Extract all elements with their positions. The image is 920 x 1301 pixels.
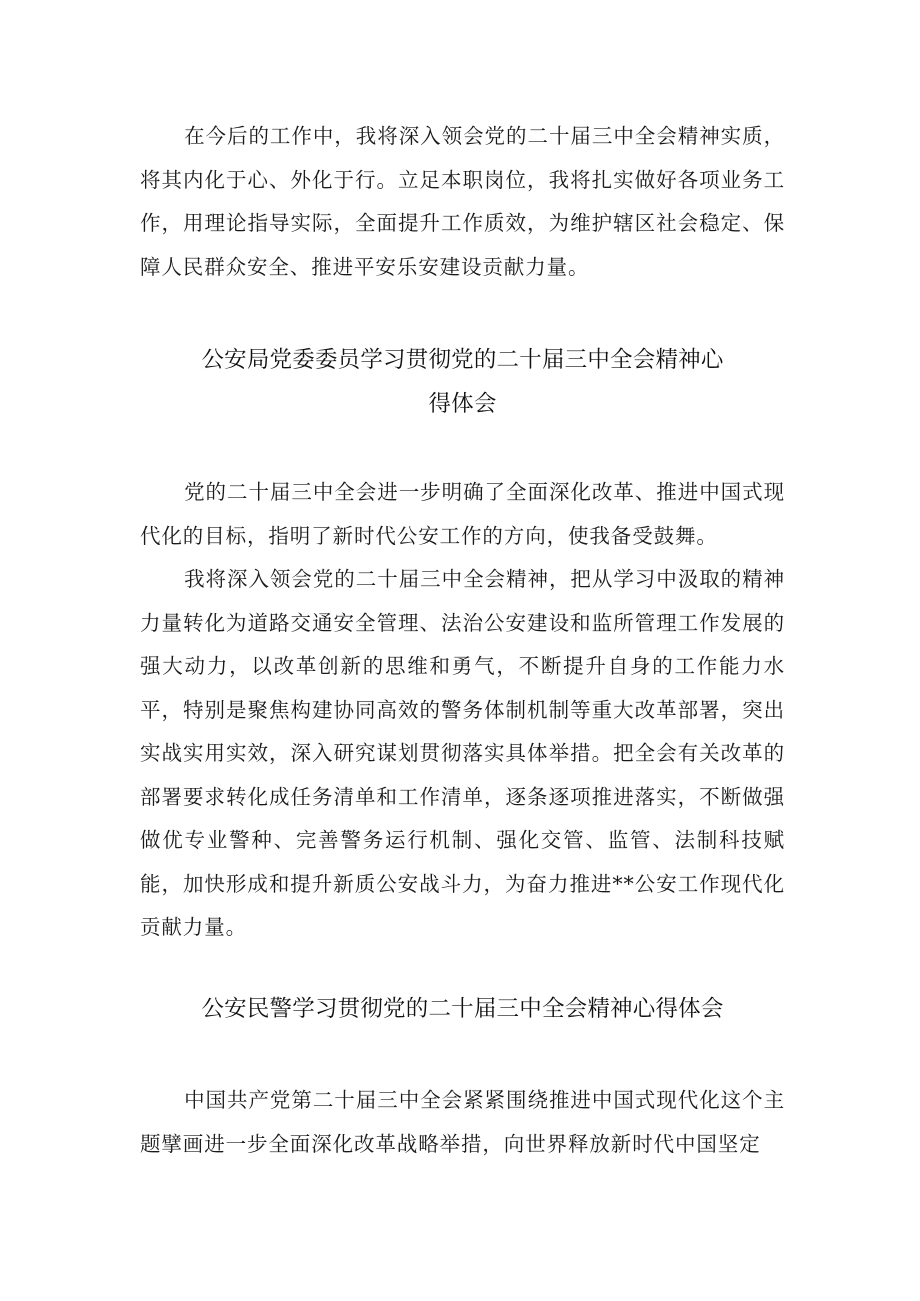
section-1-paragraph-2: 我将深入领会党的二十届三中全会精神，把从学习中汲取的精神力量转化为道路交通安全管理、法治公安建设和监所管理工作发展的强大动力，以改革创新的思维和勇气，不断提升自身的工作能力水平，特别是聚焦构建协同高效的警务体制机制等重大改革部署，突出实战实用实效，深入研究谋划贯彻落实具体举措。把全会有关改革的部署要求转化成任务清单和工作清单，逐条逐项推进落实，不断做强做优专业警种、完善警务运行机制、强化交管、监管、法制科技赋能，加快形成和提升新质公安战斗力，为奋力推进**公安工作现代化贡献力量。 xyxy=(140,567,785,939)
section-1-title xyxy=(140,338,785,426)
section-2-paragraph-1: 中国共产党第二十届三中全会紧紧围绕推进中国式现代化这个主题擘画进一步全面深化改革战略举措，向世界释放新时代中国坚定 xyxy=(140,1088,785,1156)
section-2-title: 公安民警学习贯彻党的二十届三中全会精神心得体会 xyxy=(201,996,724,1022)
section-1-paragraph-1: 党的二十届三中全会进一步明确了全面深化改革、推进中国式现代化的目标，指明了新时代公安工作的方向，使我备受鼓舞。 xyxy=(140,480,785,548)
intro-paragraph: 在今后的工作中，我将深入领会党的二十届三中全会精神实质，将其内化于心、外化于行。立足本职岗位，我将扎实做好各项业务工作，用理论指导实际，全面提升工作质效，为维护辖区社会稳定、保障人民群众安全、推进平安乐安建设贡献力量。 xyxy=(140,124,785,279)
section-1-title-line-2: 得体会 xyxy=(428,391,497,417)
section-1-title-line-1: 公安局党委委员学习贯彻党的二十届三中全会精神心 xyxy=(201,347,724,373)
